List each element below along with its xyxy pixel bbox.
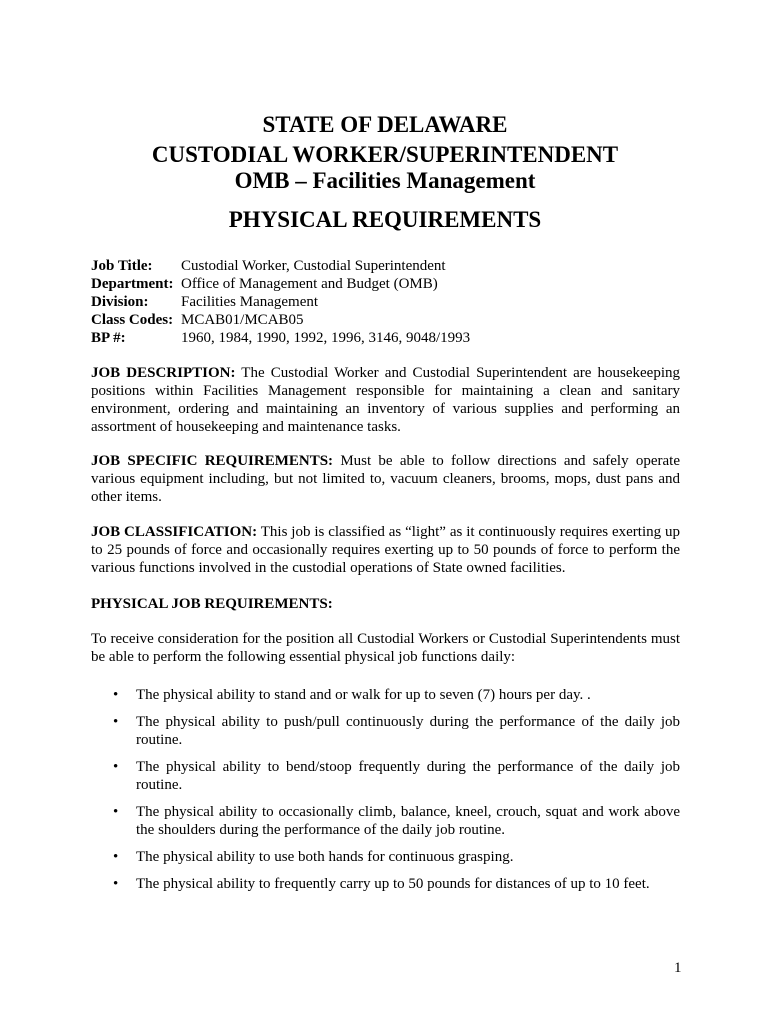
physical-requirements-heading: PHYSICAL JOB REQUIREMENTS:: [91, 596, 333, 612]
class-codes-value: MCAB01/MCAB05: [181, 312, 304, 328]
job-specific-label: JOB SPECIFIC REQUIREMENTS:: [91, 453, 334, 469]
list-item: [91, 758, 680, 794]
requirements-intro-paragraph: To receive consideration for the position all Custodial Workers or Custodial Superintendents must be able to perform the following essential physical job functions daily:: [91, 631, 680, 665]
job-metadata: [91, 257, 470, 347]
bp-value: 1960, 1984, 1990, 1992, 1996, 3146, 9048/1993: [181, 330, 471, 346]
job-description-text: The Custodial Worker and Custodial Superintendent are housekeeping positions within Facilities Management responsible for maintaining a clean and sanitary environment, ordering and maintaining an inventory of various supplies and performing an assortment of housekeeping and maintenance tasks.: [91, 365, 680, 435]
job-specific-text: Must be able to follow directions and safely operate various equipment including, but not limited to, vacuum cleaners, brooms, mops, dust pans and other items.: [91, 453, 680, 505]
class-codes-label: Class Codes:: [91, 312, 174, 328]
list-item-text: The physical ability to stand and or walk for up to seven (7) hours per day. .: [136, 687, 591, 703]
job-classification-paragraph: [91, 523, 680, 577]
meta-row-job-title: [91, 257, 470, 275]
list-item-text: The physical ability to use both hands for continuous grasping.: [136, 849, 514, 865]
job-classification-text: This job is classified as “light” as it continuously requires exerting up to 25 pounds of force and occasionally requires exerting up to 50 pounds of force to perform the various functions involved in the custodial operations of State owned facilities.: [91, 524, 680, 576]
list-item: [91, 686, 680, 704]
bullet-icon: •: [113, 804, 119, 820]
job-title-value: Custodial Worker, Custodial Superintendent: [181, 258, 446, 274]
job-description-paragraph: [91, 364, 680, 436]
list-item-text: The physical ability to occasionally climb, balance, kneel, crouch, squat and work above the shoulders during the performance of the daily job routine.: [136, 804, 680, 838]
meta-row-division: [91, 293, 470, 311]
meta-row-class-codes: [91, 311, 470, 329]
title-state: STATE OF DELAWARE: [262, 112, 508, 137]
requirements-list: [91, 686, 680, 893]
list-item-text: The physical ability to push/pull continuously during the performance of the daily job routine.: [136, 714, 680, 748]
list-item: [91, 875, 680, 893]
meta-row-department: [91, 275, 470, 293]
title-agency: OMB – Facilities Management: [234, 168, 536, 193]
title-physical-requirements: PHYSICAL REQUIREMENTS: [228, 207, 542, 232]
page-number: 1: [674, 960, 682, 976]
job-title-label: Job Title:: [91, 258, 153, 274]
job-description-label: JOB DESCRIPTION:: [91, 365, 236, 381]
title-position: CUSTODIAL WORKER/SUPERINTENDENT: [151, 142, 619, 167]
bullet-icon: •: [113, 876, 119, 892]
list-item: [91, 803, 680, 839]
division-value: Facilities Management: [181, 294, 319, 310]
list-item-text: The physical ability to frequently carry up to 50 pounds for distances of up to 10 feet.: [136, 876, 650, 892]
job-specific-paragraph: [91, 452, 680, 506]
list-item: [91, 848, 680, 866]
bullet-icon: •: [113, 714, 119, 730]
bullet-icon: •: [113, 849, 119, 865]
bullet-icon: •: [113, 687, 119, 703]
job-classification-label: JOB CLASSIFICATION:: [91, 524, 258, 540]
meta-row-bp: [91, 329, 470, 347]
department-label: Department:: [91, 276, 174, 292]
list-item: [91, 713, 680, 749]
department-value: Office of Management and Budget (OMB): [181, 276, 438, 292]
list-item-text: The physical ability to bend/stoop frequently during the performance of the daily job routine.: [136, 759, 680, 793]
bullet-icon: •: [113, 759, 119, 775]
bp-label: BP #:: [91, 330, 126, 346]
division-label: Division:: [91, 294, 149, 310]
